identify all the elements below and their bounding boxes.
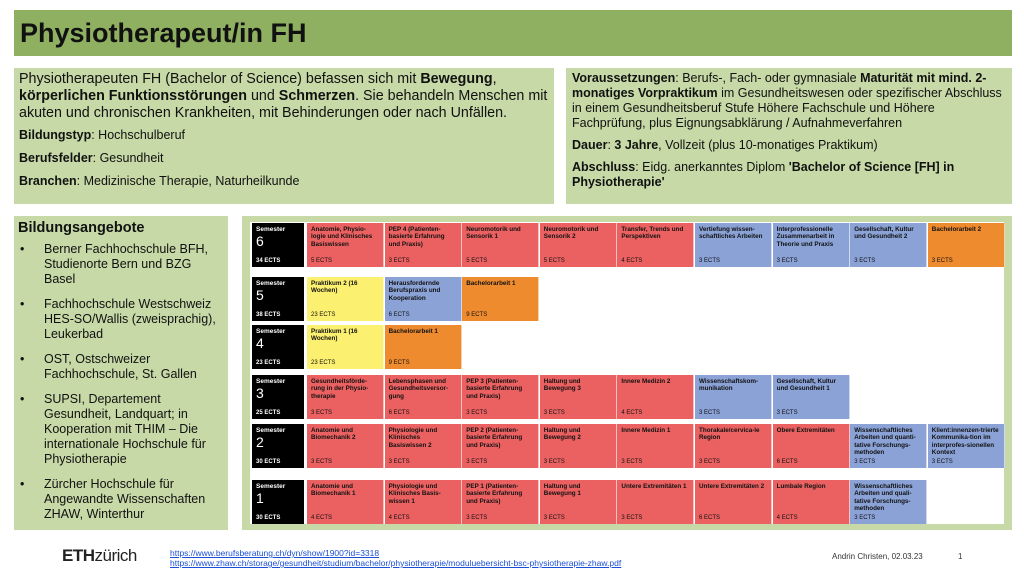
semester-ects-total: 25 ECTS (256, 410, 281, 416)
module-name: PEP 3 (Patienten-basierte Erfahrung und Praxis) (466, 378, 523, 400)
module-ects: 3 ECTS (931, 459, 953, 465)
semester-word: Semester (256, 226, 286, 233)
intro-lead: Physiotherapeuten FH (Bachelor of Science) befassen sich mit Bewegung, körperlichen Funktionsstörungen und Schmerzen. Sie behandeln Menschen mit akuten und chronischen Krankheiten, mit Behinderungen oder nach Unfällen. (19, 71, 548, 121)
curriculum-panel (242, 216, 1012, 530)
semester-ects-total: 23 ECTS (256, 360, 281, 366)
module-ects: 3 ECTS (621, 515, 643, 521)
offers-heading: Bildungsangebote (18, 220, 145, 236)
module-cell (617, 375, 694, 419)
semester-row-2 (250, 423, 1004, 469)
module-ects: 6 ECTS (699, 515, 721, 521)
module-cell (695, 223, 772, 267)
module-ects: 3 ECTS (466, 515, 488, 521)
module-ects: 3 ECTS (466, 410, 488, 416)
module-name: Praktikum 2 (16 Wochen) (311, 280, 358, 295)
module-ects: 6 ECTS (388, 312, 410, 318)
source-link-1[interactable]: https://www.berufsberatung.ch/dyn/show/1900?id=3318 (170, 548, 380, 558)
module-ects: 4 ECTS (311, 515, 333, 521)
module-name: Innere Medizin 2 (621, 378, 671, 385)
module-name: Obere Extremitäten (776, 427, 835, 434)
module-cell (540, 223, 617, 267)
module-name: Haltung und Bewegung 1 (543, 483, 581, 498)
module-cell (307, 375, 384, 419)
module-cell (773, 223, 850, 267)
module-ects: 9 ECTS (466, 312, 488, 318)
module-ects: 3 ECTS (854, 459, 876, 465)
module-name: Bachelorarbeit 1 (388, 328, 438, 335)
bildungstyp: Bildungstyp: Hochschulberuf (19, 128, 186, 142)
semester-number: 4 (256, 335, 264, 351)
module-cell (385, 480, 462, 524)
module-name: Anatomie und Biomechanik 2 (311, 427, 356, 442)
module-ects: 4 ECTS (621, 410, 643, 416)
module-ects: 5 ECTS (543, 258, 565, 264)
list-item: • SUPSI, Departement Gesundheit, Landquart; in Kooperation mit THIM – Die internationale Hochschule für Physiotherapie (20, 392, 206, 466)
module-ects: 3 ECTS (543, 459, 565, 465)
semester-label (252, 223, 304, 267)
semester-ects-total: 38 ECTS (256, 312, 281, 318)
module-ects: 4 ECTS (776, 515, 798, 521)
source-link-2[interactable]: https://www.zhaw.ch/storage/gesundheit/studium/bachelor/physiotherapie/moduluebersicht-bsc-physiotherapie-zhaw.pdf (170, 558, 622, 568)
module-ects: 6 ECTS (776, 459, 798, 465)
module-name: Anatomie, Physio-logie und Klinisches Basiswissen (311, 226, 373, 248)
page-title: Physiotherapeut/in FH (20, 18, 307, 48)
module-cell (695, 424, 772, 468)
bullet: • (20, 297, 25, 311)
module-ects: 5 ECTS (311, 258, 333, 264)
requirements-box (566, 68, 1012, 204)
semester-row-3 (250, 374, 1004, 420)
module-cell (617, 424, 694, 468)
module-cell (385, 424, 462, 468)
semester-label (252, 277, 304, 321)
module-name: Physiologie und Klinisches Basiswissen 2 (388, 427, 438, 449)
module-cell (540, 424, 617, 468)
list-item: • Fachhochschule Westschweiz HES-SO/Wallis (zweisprachig), Leukerbad (20, 297, 216, 341)
module-cell (695, 480, 772, 524)
module-ects: 3 ECTS (931, 258, 953, 264)
module-cell (307, 277, 384, 321)
module-cell (617, 480, 694, 524)
module-name: Herausfordernde Berufspraxis und Kooperation (388, 280, 441, 302)
module-name: Interprofessionelle Zusammenarbeit in Theorie und Praxis (776, 226, 835, 248)
offers-list (18, 242, 224, 522)
module-ects: 3 ECTS (466, 459, 488, 465)
author-date: Andrin Christen, 02.03.23 (832, 552, 923, 561)
module-name: Neuromotorik und Sensorik 1 (466, 226, 521, 241)
module-ects: 4 ECTS (388, 515, 410, 521)
curriculum-grid (250, 222, 1004, 524)
dauer: Dauer: 3 Jahre, Vollzeit (plus 10-monatiges Praktikum) (572, 138, 878, 152)
module-cell (385, 277, 462, 321)
module-ects: 3 ECTS (311, 410, 333, 416)
module-ects: 3 ECTS (776, 258, 798, 264)
module-cell (773, 480, 850, 524)
module-name: Lebensphasen und Gesundheitsversor-gung (388, 378, 449, 400)
module-name: Untere Extremitäten 2 (699, 483, 765, 490)
list-item: • OST, Ostschweizer Fachhochschule, St. Gallen (20, 352, 197, 381)
module-name: Wissenschaftskom-munikation (699, 378, 759, 393)
module-name: Lumbale Region (776, 483, 826, 490)
module-ects: 4 ECTS (621, 258, 643, 264)
module-cell (307, 480, 384, 524)
eth-logo: ETHzürich (62, 546, 137, 565)
semester-row-5 (250, 276, 1004, 322)
module-cell (850, 480, 927, 524)
module-cell (462, 424, 539, 468)
module-name: Transfer, Trends und Perspektiven (621, 226, 684, 241)
module-name: Haltung und Bewegung 3 (543, 378, 581, 393)
semester-number: 1 (256, 490, 264, 506)
semester-word: Semester (256, 328, 286, 335)
module-name: Gesundheitsförde-rung in der Physio-therapie (311, 378, 369, 400)
module-name: Vertiefung wissen-schaftliches Arbeiten (699, 226, 763, 241)
module-name: Praktikum 1 (16 Wochen) (311, 328, 358, 343)
semester-label (252, 325, 304, 369)
semester-number: 2 (256, 434, 264, 450)
module-ects: 3 ECTS (854, 258, 876, 264)
bullet: • (20, 242, 25, 256)
module-cell (462, 375, 539, 419)
module-name: Gesellschaft, Kultur und Gesundheit 2 (854, 226, 914, 241)
module-cell (462, 277, 539, 321)
module-cell (540, 375, 617, 419)
module-name: PEP 1 (Patienten-basierte Erfahrung und Praxis) (466, 483, 523, 505)
semester-row-4 (250, 324, 1004, 370)
module-name: Innere Medizin 1 (621, 427, 671, 434)
bullet: • (20, 477, 25, 491)
module-name: Bachelorarbeit 2 (931, 226, 982, 233)
intro-box (14, 68, 554, 204)
module-cell (850, 424, 927, 468)
module-name: Untere Extremitäten 1 (621, 483, 687, 490)
semester-label (252, 375, 304, 419)
module-name: Physiologie und Klinisches Basis-wissen 1 (388, 483, 441, 505)
semester-label (252, 480, 304, 524)
module-ects: 6 ECTS (388, 410, 410, 416)
module-ects: 3 ECTS (543, 515, 565, 521)
module-cell (695, 375, 772, 419)
module-cell (385, 325, 462, 369)
module-ects: 23 ECTS (311, 360, 336, 366)
module-cell (773, 424, 850, 468)
module-name: Haltung und Bewegung 2 (543, 427, 581, 442)
semester-label (252, 424, 304, 468)
branchen: Branchen: Medizinische Therapie, Naturheilkunde (19, 174, 300, 188)
bullet: • (20, 392, 25, 406)
semester-word: Semester (256, 280, 286, 287)
module-ects: 3 ECTS (388, 258, 410, 264)
module-name: Bachelorarbeit 1 (466, 280, 516, 287)
semester-number: 6 (256, 233, 264, 249)
module-name: Wissenschaftliches Arbeiten und quanti-tative Forschungs-methoden (854, 427, 916, 456)
semester-row-1 (250, 479, 1004, 525)
list-item: • Berner Fachhochschule BFH, Studienorte Bern und BZG Basel (20, 242, 208, 286)
module-cell (928, 424, 1005, 468)
semester-row-6 (250, 222, 1004, 268)
semester-word: Semester (256, 483, 286, 490)
source-links (170, 548, 621, 568)
module-ects: 9 ECTS (388, 360, 410, 366)
module-ects: 23 ECTS (311, 312, 336, 318)
bullet: • (20, 352, 25, 366)
module-ects: 3 ECTS (311, 459, 333, 465)
module-cell (850, 223, 927, 267)
semester-word: Semester (256, 378, 286, 385)
abschluss: Abschluss: Eidg. anerkanntes Diplom 'Bachelor of Science [FH] in Physiotherapie' (572, 160, 955, 189)
module-cell (928, 223, 1005, 267)
semester-word: Semester (256, 427, 286, 434)
module-ects: 3 ECTS (699, 410, 721, 416)
module-cell (385, 223, 462, 267)
module-cell (307, 223, 384, 267)
semester-number: 5 (256, 287, 264, 303)
semester-ects-total: 34 ECTS (256, 258, 281, 264)
module-ects: 3 ECTS (854, 515, 876, 521)
module-ects: 3 ECTS (699, 258, 721, 264)
offers-box (14, 216, 228, 530)
semester-number: 3 (256, 385, 264, 401)
module-cell (773, 375, 850, 419)
module-ects: 3 ECTS (388, 459, 410, 465)
semester-ects-total: 30 ECTS (256, 459, 281, 465)
module-name: Thorakale/cervica-le Region (699, 427, 760, 442)
module-cell (462, 223, 539, 267)
module-name: Gesellschaft, Kultur und Gesundheit 1 (776, 378, 837, 393)
module-cell (540, 480, 617, 524)
module-ects: 3 ECTS (776, 410, 798, 416)
page-number: 1 (958, 552, 963, 561)
module-name: PEP 4 (Patienten-basierte Erfahrung und Praxis) (388, 226, 445, 248)
title-bar (14, 10, 1012, 56)
module-name: Klient:innenzen-trierte Kommunika-tion im interprofes-sionellen Kontext (931, 427, 999, 456)
module-name: PEP 2 (Patienten-basierte Erfahrung und Praxis) (466, 427, 523, 449)
module-ects: 3 ECTS (699, 459, 721, 465)
module-ects: 3 ECTS (543, 410, 565, 416)
module-cell (385, 375, 462, 419)
module-name: Neuromotorik und Sensorik 2 (543, 226, 599, 241)
module-ects: 5 ECTS (466, 258, 488, 264)
module-ects: 3 ECTS (621, 459, 643, 465)
module-name: Wissenschaftliches Arbeiten und quali-tative Forschungs-methoden (854, 483, 913, 512)
module-cell (617, 223, 694, 267)
module-cell (307, 424, 384, 468)
module-cell (307, 325, 384, 369)
berufsfelder: Berufsfelder: Gesundheit (19, 151, 164, 165)
voraussetzungen: Voraussetzungen: Berufs-, Fach- oder gymnasiale Maturität mit mind. 2-monatiges Vorpraktikum im Gesundheitswesen oder spezifischer Abschluss in einem Gesundheitsberuf Stufe Höhere Fachschule und Höhere Fachprüfung, plus Eignungsabklärung / Aufnahmeverfahren (572, 71, 1002, 130)
list-item: • Zürcher Hochschule für Angewandte Wissenschaften ZHAW, Winterthur (20, 477, 206, 521)
module-cell (462, 480, 539, 524)
semester-ects-total: 30 ECTS (256, 515, 281, 521)
module-name: Anatomie und Biomechanik 1 (311, 483, 356, 498)
